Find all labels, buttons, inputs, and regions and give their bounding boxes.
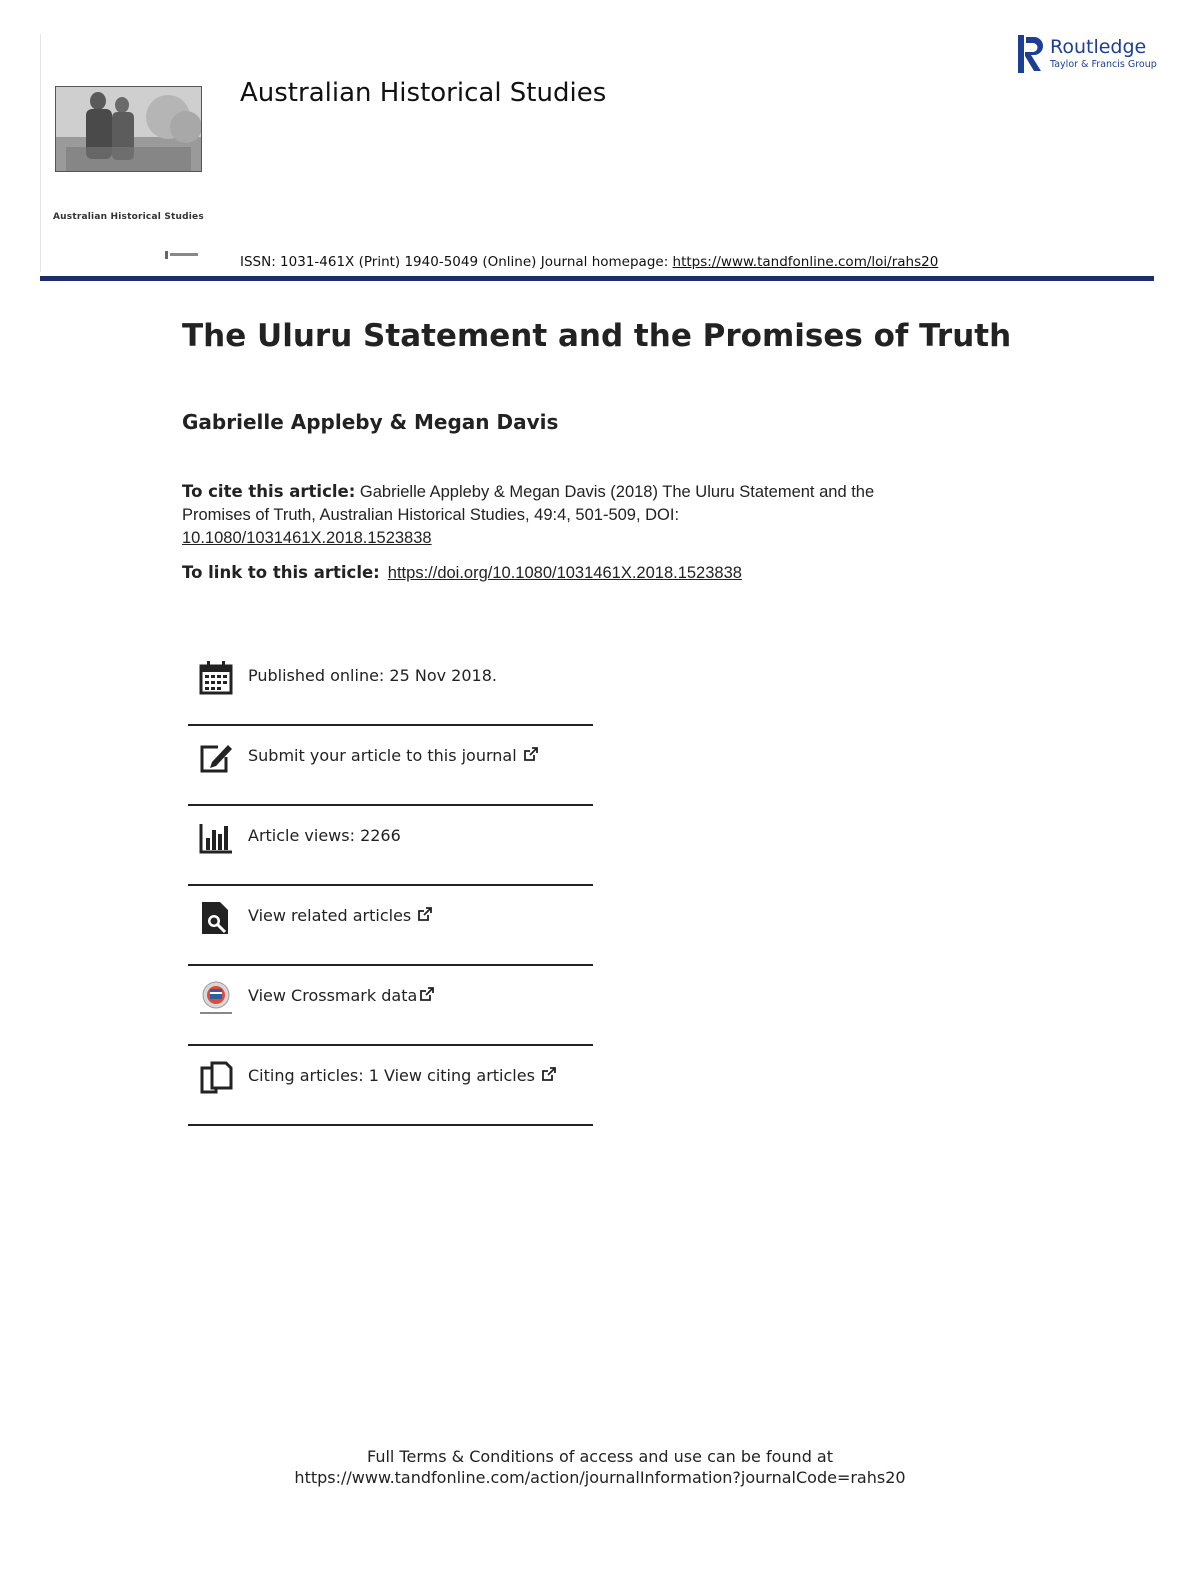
crossmark-icon: [198, 980, 234, 1016]
publisher-name: Routledge: [1050, 36, 1147, 58]
external-link-icon: [541, 1066, 557, 1082]
header-rule: [40, 276, 1154, 281]
article-info-list: [188, 646, 593, 1126]
article-views: Article views: 2266: [248, 826, 401, 845]
submit-article-link[interactable]: Submit your article to this journal: [248, 746, 539, 765]
view-crossmark-link[interactable]: View Crossmark data: [248, 986, 435, 1005]
published-date: Published online: 25 Nov 2018.: [248, 666, 497, 685]
crossmark-row[interactable]: [188, 966, 593, 1046]
external-link-icon: [523, 746, 539, 762]
cover-title: Australian Historical Studies: [53, 212, 204, 222]
related-row[interactable]: [188, 886, 593, 966]
link-label: To link to this article:: [182, 563, 380, 582]
calendar-icon: [198, 660, 234, 696]
view-related-link[interactable]: View related articles: [248, 906, 433, 925]
cite-text: Gabrielle Appleby & Megan Davis (2018) The Uluru Statement and the Promises of Truth, Australian Historical Studies, 49:4, 501-509, DOI:: [182, 483, 875, 524]
edit-icon: [198, 740, 234, 776]
submit-row[interactable]: [188, 726, 593, 806]
article-link-line: [182, 563, 742, 583]
article-doi-link[interactable]: https://doi.org/10.1080/1031461X.2018.1523838: [387, 564, 742, 582]
external-link-icon: [417, 906, 433, 922]
views-row: [188, 806, 593, 886]
article-authors: Gabrielle Appleby & Megan Davis: [182, 410, 559, 434]
journal-homepage-link[interactable]: https://www.tandfonline.com/loi/rahs20: [672, 254, 939, 270]
cite-label: To cite this article:: [182, 482, 356, 501]
document-search-icon: [198, 900, 234, 936]
issn-line: [240, 254, 938, 270]
issn-text: ISSN: 1031-461X (Print) 1940-5049 (Online) Journal homepage:: [240, 254, 673, 270]
footer-terms-link[interactable]: https://www.tandfonline.com/action/journalInformation?journalCode=rahs20: [294, 1468, 906, 1487]
published-row: [188, 646, 593, 726]
journal-name: Australian Historical Studies: [240, 78, 607, 108]
copy-documents-icon: [198, 1060, 234, 1096]
bar-chart-icon: [198, 820, 234, 856]
publisher-subname: Taylor & Francis Group: [1050, 59, 1157, 70]
footer: [0, 1446, 1200, 1488]
external-link-icon: [419, 986, 435, 1002]
cite-doi-link[interactable]: 10.1080/1031461X.2018.1523838: [182, 529, 432, 547]
footer-terms-text: Full Terms & Conditions of access and use can be found at: [366, 1447, 834, 1466]
routledge-r-icon: [1016, 34, 1046, 74]
article-title: The Uluru Statement and the Promises of Truth: [182, 318, 1012, 354]
view-citing-link[interactable]: Citing articles: 1 View citing articles: [248, 1066, 557, 1085]
citation-block: [182, 480, 902, 550]
cover-publisher-logo: [165, 250, 199, 262]
cover-photo: [55, 86, 202, 172]
citing-row[interactable]: [188, 1046, 593, 1126]
journal-cover: [40, 34, 209, 272]
